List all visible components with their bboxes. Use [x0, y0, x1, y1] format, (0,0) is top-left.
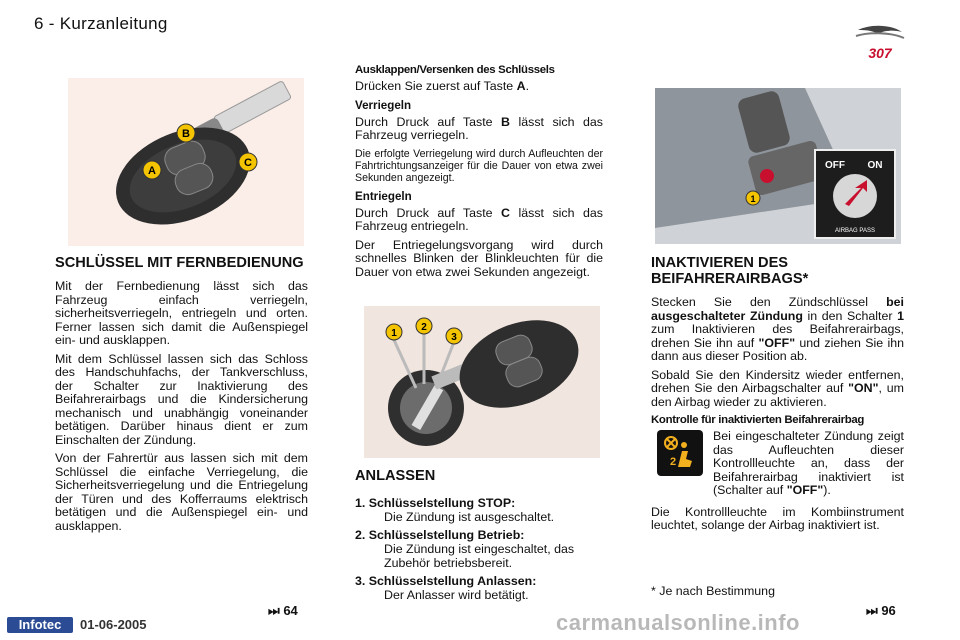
airbag-paragraph-3: Die Kontrollleuchte im Kombiinstrument leuchtet, solange der Airbag inaktiviert ist. — [651, 504, 904, 532]
unlock-text: Durch Druck auf Taste C lässt sich das Fahrzeug entriegeln. — [355, 205, 603, 234]
remote-key-section — [55, 255, 308, 538]
footnote: * Je nach Bestimmung — [651, 584, 775, 598]
lock-note: Die erfolgte Verriegelung wird durch Aufleuchten der Fahrtrichtungsanzeiger für die Dauer von etwa zwei Sekunden angezeigt. — [355, 147, 603, 185]
airbag-section — [651, 255, 904, 538]
remote-key-paragraph-2: Mit dem Schlüssel lassen sich das Schloss des Handschuhfachs, der Tankverschluss, der Schalter zur Inaktivierung des Beifahrerairbags und die Kindersicherung mechanisch und unabhängig voneinander betätigen. Darüber hinaus dient er zum Einschalten der Zündung. — [55, 351, 308, 447]
fold-key-text: Drücken Sie zuerst auf Taste A. — [355, 79, 530, 93]
document-date: 01-06-2005 — [80, 617, 147, 632]
fold-key-heading: Ausklappen/Versenken des Schlüssels — [355, 64, 555, 76]
watermark: carmanualsonline.info — [556, 610, 800, 635]
remote-key-paragraph-1: Mit der Fernbedienung lässt sich das Fahrzeug einfach verriegeln, sicherheitsverriegeln, entriegeln und orten. Ferner lassen sich damit die Außenspiegel ein- und ausklappen. — [55, 279, 308, 347]
lock-text: Durch Druck auf Taste B lässt sich das Fahrzeug verriegeln. — [355, 114, 603, 142]
airbag-warning-block — [651, 430, 904, 498]
start-steps-list — [355, 496, 605, 602]
airbag-warning-lamp-icon — [657, 430, 703, 476]
remote-key-image — [68, 78, 304, 246]
airbag-warning-text: Bei eingeschalteter Zündung zeigt das Aufleuchten dieser Kontrollleuchte an, dass der Beifahrerairbag inaktiviert ist (Schalter auf "OFF"). — [713, 429, 904, 497]
ignition-label-3: 3 — [451, 332, 457, 343]
remote-key-paragraph-3: Von der Fahrertür aus lassen sich mit dem Schlüssel die einfache Verriegelung, die Sicherheitsverriegelung und die Entriegelung der Türen und des Kofferraums elektrisch betätigen und die Außenspiegel ein- und ausklappen. — [55, 451, 308, 533]
key-label-a: A — [148, 165, 156, 177]
lock-heading: Verriegeln — [355, 98, 412, 112]
key-label-c: C — [244, 157, 252, 169]
start-heading: ANLASSEN — [355, 468, 436, 484]
airbag-paragraph-1: Stecken Sie den Zündschlüssel bei ausgeschalteter Zündung in den Schalter 1 zum Inaktivieren des Beifahrerairbags, drehen Sie ihn auf "OFF" und ziehen Sie ihn dann aus dieser Position ab. — [651, 295, 904, 363]
page-title: 6 - Kurzanleitung — [34, 14, 168, 33]
ignition-key-image — [364, 306, 600, 458]
remote-key-heading: SCHLÜSSEL MIT FERNBEDIENUNG — [55, 255, 304, 271]
airbag-switch-image — [655, 88, 901, 244]
switch-off-label: OFF — [825, 160, 845, 171]
list-item: 1. Schlüsselstellung STOP: Die Zündung ist ausgeschaltet. — [355, 496, 555, 524]
infotec-badge: Infotec — [7, 617, 73, 633]
key-label-b: B — [182, 128, 190, 140]
model-badge: 307 — [868, 45, 892, 61]
fast-forward-icon: ⏭ — [268, 603, 280, 618]
nav-link-page-64[interactable]: ⏭ 64 — [268, 603, 298, 618]
switch-callout: 1 — [750, 194, 756, 204]
list-item: 3. Schlüsselstellung Anlassen: Der Anlasser wird betätigt. — [355, 574, 537, 602]
airbag-heading: INAKTIVIEREN DES BEIFAHRERAIRBAGS* — [651, 255, 809, 287]
unlock-note: Der Entriegelungsvorgang wird durch schnelles Blinken der Blinkleuchten für die Dauer von etwa zwei Sekunden angezeigt. — [355, 237, 603, 279]
ignition-label-2: 2 — [421, 322, 427, 333]
nav-link-page-96[interactable]: ⏭ 96 — [866, 603, 896, 618]
fast-forward-icon: ⏭ — [866, 603, 878, 618]
key-usage-section — [355, 64, 603, 284]
unlock-heading: Entriegeln — [355, 189, 412, 203]
airbag-paragraph-2: Sobald Sie den Kindersitz wieder entfernen, drehen Sie den Airbagschalter auf "ON", um den Airbag wieder zu aktivieren. — [651, 367, 904, 409]
list-item: 2. Schlüsselstellung Betrieb: Die Zündung ist eingeschaltet, das Zubehör betriebsbereit. — [355, 528, 575, 570]
switch-on-label: ON — [867, 160, 883, 171]
ignition-label-1: 1 — [391, 328, 397, 339]
switch-caption: AIRBAG PASS — [835, 228, 875, 234]
start-section — [355, 468, 605, 606]
peugeot-307-logo — [850, 22, 910, 66]
svg-text:2: 2 — [670, 456, 677, 468]
airbag-warning-heading: Kontrolle für inaktivierten Beifahrerairbag — [651, 414, 865, 426]
